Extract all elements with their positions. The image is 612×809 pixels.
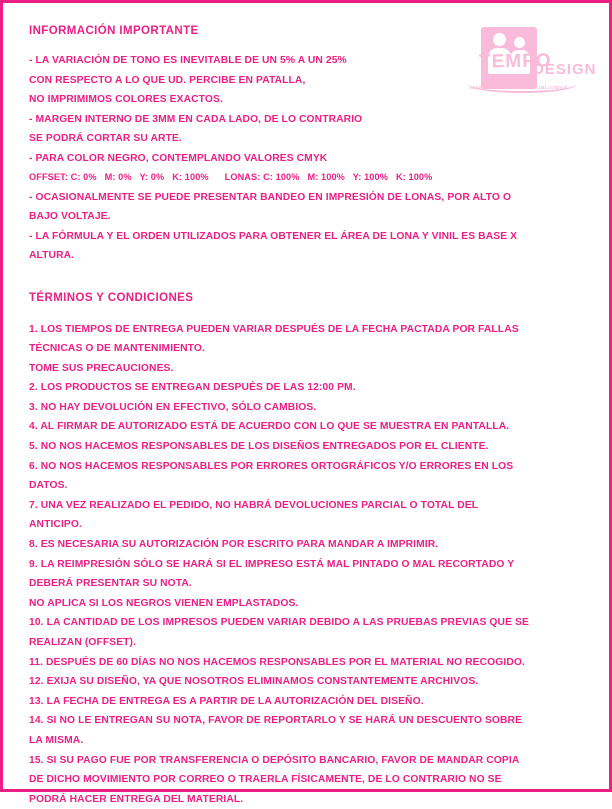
term-line: NO APLICA SI LOS NEGROS VIENEN EMPLASTADOS. bbox=[29, 594, 583, 614]
term-line: 4. AL FIRMAR DE AUTORIZADO ESTÁ DE ACUERDO CON LO QUE SE MUESTRA EN PANTALLA. bbox=[29, 417, 583, 437]
company-logo bbox=[463, 23, 583, 123]
info-line: BAJO VOLTAJE. bbox=[29, 207, 583, 227]
term-line: REALIZAN (OFFSET). bbox=[29, 633, 583, 653]
page-title-terminos: TÉRMINOS Y CONDICIONES bbox=[29, 292, 583, 304]
term-line: LA MISMA. bbox=[29, 731, 583, 751]
term-bold-60-dias: 60 DÍAS bbox=[116, 657, 156, 668]
info-line: ALTURA. bbox=[29, 246, 583, 266]
term-line: 2. LOS PRODUCTOS SE ENTREGAN DESPUÉS DE LAS 12:00 PM. bbox=[29, 378, 583, 398]
page-title-informacion: INFORMACIÓN IMPORTANTE bbox=[29, 25, 583, 37]
term-line: 5. NO NOS HACEMOS RESPONSABLES DE LOS DISEÑOS ENTREGADOS POR EL CLIENTE. bbox=[29, 437, 583, 457]
term-line: DE DICHO MOVIMIENTO POR CORREO O TRAERLA FÍSICAMENTE, DE LO CONTRARIO NO SE bbox=[29, 770, 583, 790]
term-line: 13. LA FECHA DE ENTREGA ES A PARTIR DE LA AUTORIZACIÓN DEL DISEÑO. bbox=[29, 692, 583, 712]
term-line: 15. SI SU PAGO FUE POR TRANSFERENCIA O DEPÓSITO BANCARIO, FAVOR DE MANDAR COPIA bbox=[29, 751, 583, 771]
term-line: 14. SI NO LE ENTREGAN SU NOTA, FAVOR DE REPORTARLO Y SE HARÁ UN DESCUENTO SOBRE bbox=[29, 711, 583, 731]
info-line: - LA VARIACIÓN DE TONO ES INEVITABLE DE UN 5% A UN 25% bbox=[29, 51, 583, 71]
term-line: 1. LOS TIEMPOS DE ENTREGA PUEDEN VARIAR DESPUÉS DE LA FECHA PACTADA POR FALLAS bbox=[29, 320, 583, 340]
term-line: DATOS. bbox=[29, 476, 583, 496]
info-line-rest: IMPRIMIMOS COLORES EXACTOS. bbox=[45, 94, 223, 105]
term-line: 10. LA CANTIDAD DE LOS IMPRESOS PUEDEN VARIAR DEBIDO A LAS PRUEBAS PREVIAS QUE SE bbox=[29, 613, 583, 633]
term-line-60-dias: 11. DESPUÉS DE 60 DÍAS NO NOS HACEMOS RESPONSABLES POR EL MATERIAL NO RECOGIDO. bbox=[29, 653, 583, 673]
logo-tagline: IMPRESION • DISEÑO • PUBLICIDAD bbox=[469, 85, 568, 90]
term-line: 12. EXIJA SU DISEÑO, YA QUE NOSOTROS ELIMINAMOS CONSTANTEMENTE ARCHIVOS. bbox=[29, 672, 583, 692]
logo-person2-head-icon bbox=[514, 37, 525, 48]
term-line: ANTICIPO. bbox=[29, 515, 583, 535]
term-line: TOME SUS PRECAUCIONES. bbox=[29, 359, 583, 379]
terminos-condiciones-body bbox=[29, 320, 583, 809]
term-line: 3. NO HAY DEVOLUCIÓN EN EFECTIVO, SÓLO CAMBIOS. bbox=[29, 398, 583, 418]
info-line: - OCASIONALMENTE SE PUEDE PRESENTAR BANDEO EN IMPRESIÓN DE LONAS, POR ALTO O bbox=[29, 188, 583, 208]
info-line: - PARA COLOR NEGRO, CONTEMPLANDO VALORES CMYK bbox=[29, 149, 583, 169]
term-line: PODRÁ HACER ENTREGA DEL MATERIAL. bbox=[29, 790, 583, 809]
info-bold-no: NO bbox=[29, 94, 45, 105]
term-line: 7. UNA VEZ REALIZADO EL PEDIDO, NO HABRÁ DEVOLUCIONES PARCIAL O TOTAL DEL bbox=[29, 496, 583, 516]
info-line: CON RESPECTO A LO QUE UD. PERCIBE EN PATALLA, bbox=[29, 71, 583, 91]
term-line: TÉCNICAS O DE MANTENIMIENTO. bbox=[29, 339, 583, 359]
term-line: 9. LA REIMPRESIÓN SÓLO SE HARÁ SI EL IMPRESO ESTÁ MAL PINTADO O MAL RECORTADO Y bbox=[29, 555, 583, 575]
info-line: SE PODRÁ CORTAR SU ARTE. bbox=[29, 129, 583, 149]
logo-swoosh-icon bbox=[467, 75, 577, 93]
logo-brand-text: TEMPO bbox=[479, 50, 552, 73]
term-line: 6. NO NOS HACEMOS RESPONSABLES POR ERRORES ORTOGRÁFICOS Y/O ERRORES EN LOS bbox=[29, 457, 583, 477]
logo-suffix-text: DESIGN bbox=[533, 61, 597, 78]
logo-person-head-icon bbox=[493, 33, 506, 46]
term-line: DEBERÁ PRESENTAR SU NOTA. bbox=[29, 574, 583, 594]
term-line: 8. ES NECESARIA SU AUTORIZACIÓN POR ESCRITO PARA MANDAR A IMPRIMIR. bbox=[29, 535, 583, 555]
info-line-offset-values: OFFSET: C: 0% M: 0% Y: 0% K: 100% LONAS: C: 100% M: 100% Y: 100% K: 100% bbox=[29, 168, 583, 188]
info-line: - MARGEN INTERNO DE 3MM EN CADA LADO, DE LO CONTRARIO bbox=[29, 110, 583, 130]
info-line: - LA FÓRMULA Y EL ORDEN UTILIZADOS PARA OBTENER EL ÁREA DE LONA Y VINIL ES BASE X bbox=[29, 227, 583, 247]
